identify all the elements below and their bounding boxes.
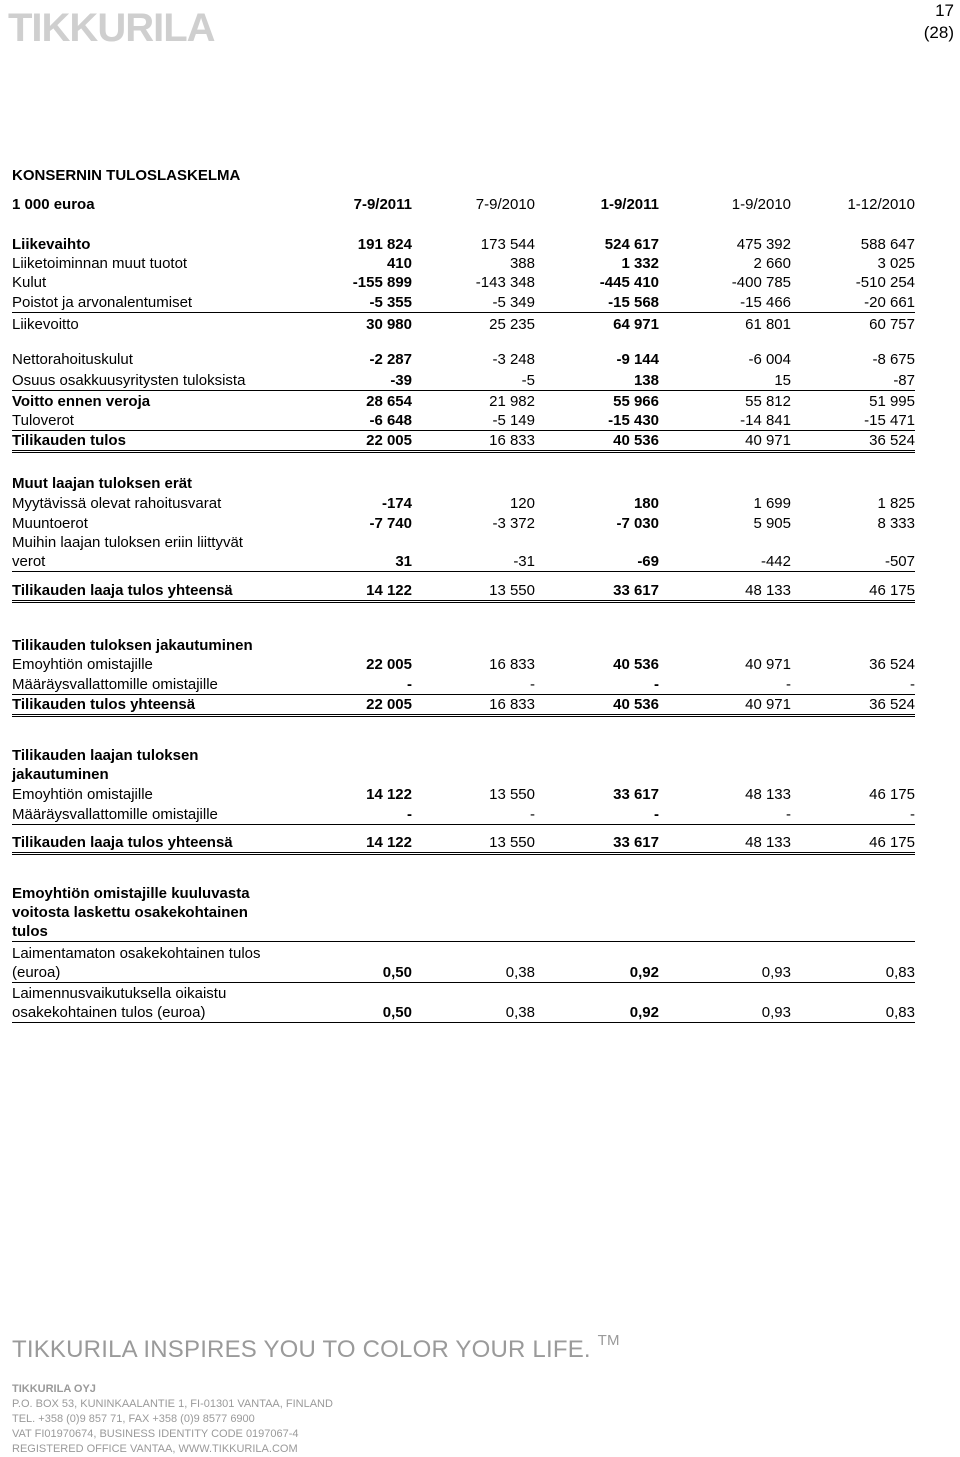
cell-col-5: 51 995 [869,393,915,410]
table-row-laimentamaton2 [12,963,915,983]
column-header-row [12,195,915,214]
row-label: Määräysvallattomille omistajille [12,676,218,693]
table-row-laaja-yht2 [12,833,915,855]
cell-col-3: 33 617 [613,834,659,851]
table-row-kulut [12,273,915,292]
row-label: Emoyhtiön omistajille [12,786,153,803]
cell-col-2: 16 833 [489,696,535,713]
row-label: Nettorahoituskulut [12,351,133,368]
row-label: Laimennusvaikutuksella oikaistu [12,985,227,1002]
cell-col-1: 28 654 [366,393,412,410]
cell-col-2: -3 248 [492,351,535,368]
table-row-maarays1 [12,675,915,695]
cell-col-3: 180 [633,495,659,512]
table-row-osuus [12,371,915,391]
cell-col-1: -2 287 [369,351,412,368]
row-label: Poistot ja arvonalentumiset [12,294,193,311]
cell-col-4: -15 466 [740,294,791,311]
cell-col-4: - [786,806,791,823]
cell-col-4: 0,93 [761,1004,791,1021]
cell-col-3: 55 966 [613,393,659,410]
cell-col-1: -174 [381,495,412,512]
trademark: TM [597,1332,620,1349]
cell-col-3: 64 971 [613,316,659,333]
cell-col-3: 40 536 [613,696,659,713]
table-row-eps-h2 [12,903,915,922]
cell-col-3: -69 [637,553,659,570]
cell-col-4: -442 [760,553,791,570]
cell-col-4: -14 841 [740,412,791,429]
row-label: Liikevaihto [12,236,91,253]
cell-col-5: -510 254 [855,274,915,291]
cell-col-4: - [786,676,791,693]
row-label: Tuloverot [12,412,74,429]
cell-col-3: 524 617 [604,236,659,253]
page-number [924,0,954,44]
cell-col-4: -6 004 [748,351,791,368]
row-label: Osuus osakkuusyritysten tuloksista [12,372,246,389]
company-name: TIKKURILA OYJ [12,1383,96,1395]
table-row-nettorahoitus [12,350,915,369]
cell-col-2: 388 [509,255,535,272]
cell-col-1: -5 355 [369,294,412,311]
tikkurila-logo: TIKKURILA [8,6,215,50]
cell-col-4: 2 660 [753,255,791,272]
table-row-muuntoerot [12,514,915,533]
cell-col-3: -15 430 [608,412,659,429]
table-row-maarays2 [12,805,915,825]
cell-col-2: 25 235 [489,316,535,333]
cell-col-3: 40 536 [613,432,659,449]
cell-col-5: 36 524 [869,656,915,673]
cell-col-2: -143 348 [475,274,535,291]
cell-col-3: 138 [633,372,659,389]
cell-col-2: 13 550 [489,834,535,851]
cell-col-1: 0,50 [382,964,412,981]
col-header-2: 7-9/2010 [475,196,535,213]
col-header-1: 7-9/2011 [353,196,412,213]
cell-col-3: - [654,676,659,693]
table-row-muut-tuotot [12,254,915,273]
cell-col-3: -7 030 [616,515,659,532]
cell-col-1: 0,50 [382,1004,412,1021]
cell-col-2: 13 550 [489,786,535,803]
table-row-laimennus2 [12,1003,915,1023]
cell-col-2: -3 372 [492,515,535,532]
cell-col-5: - [910,676,915,693]
cell-col-3: 40 536 [613,656,659,673]
cell-col-2: 21 982 [489,393,535,410]
cell-col-5: -87 [893,372,915,389]
table-row-emo2 [12,785,915,804]
row-label: Liikevoitto [12,316,79,333]
cell-col-3: 1 332 [621,255,659,272]
cell-col-4: 48 133 [745,786,791,803]
cell-col-1: 410 [386,255,412,272]
table-row-laaja-yht1 [12,581,915,603]
table-row-laimentamaton1 [12,944,915,963]
cell-col-5: 8 333 [877,515,915,532]
cell-col-2: 16 833 [489,432,535,449]
cell-col-2: 120 [509,495,535,512]
table-row-emo1 [12,655,915,674]
cell-col-3: 0,92 [629,964,659,981]
cell-col-2: - [530,676,535,693]
company-address: P.O. BOX 53, KUNINKAALANTIE 1, FI-01301 VANTAA, FINLAND [12,1398,333,1410]
cell-col-4: 0,93 [761,964,791,981]
cell-col-2: -5 149 [492,412,535,429]
cell-col-1: -39 [390,372,412,389]
table-row-poistot [12,293,915,313]
row-label: Liiketoiminnan muut tuotot [12,255,188,272]
row-label: Määräysvallattomille omistajille [12,806,218,823]
table-row-verot [12,552,915,572]
cell-col-5: -507 [884,553,915,570]
cell-col-1: -7 740 [369,515,412,532]
row-label: (euroa) [12,964,61,981]
row-label: Tilikauden tulos [12,432,126,449]
cell-col-4: 5 905 [753,515,791,532]
cell-col-5: 46 175 [869,786,915,803]
cell-col-2: - [530,806,535,823]
row-label: Muut laajan tuloksen erät [12,475,193,492]
cell-col-1: - [407,676,412,693]
row-label: Kulut [12,274,47,291]
cell-col-2: 0,38 [505,964,535,981]
table-row-myytavissa [12,494,915,513]
row-label: Tilikauden tuloksen jakautuminen [12,637,253,654]
cell-col-3: -15 568 [608,294,659,311]
table-row-liikevaihto [12,235,915,254]
cell-col-5: 46 175 [869,582,915,599]
cell-col-5: 60 757 [869,316,915,333]
cell-col-5: - [910,806,915,823]
cell-col-1: 191 824 [357,236,412,253]
cell-col-5: 588 647 [860,236,915,253]
table-row-voitto-ennen [12,392,915,411]
row-label: voitosta laskettu osakekohtainen [12,904,248,921]
table-row-laaja-jak-h2 [12,765,915,784]
cell-col-5: 0,83 [885,1004,915,1021]
cell-col-4: 48 133 [745,834,791,851]
cell-col-1: 22 005 [366,696,412,713]
col-header-5: 1-12/2010 [847,196,915,213]
cell-col-5: -15 471 [864,412,915,429]
slogan [12,1332,620,1364]
cell-col-1: 22 005 [366,432,412,449]
cell-col-2: -5 349 [492,294,535,311]
row-label: osakekohtainen tulos (euroa) [12,1004,206,1021]
cell-col-5: 1 825 [877,495,915,512]
table-row-jakautuminen-h [12,636,915,655]
cell-col-1: 31 [395,553,412,570]
cell-col-5: -8 675 [872,351,915,368]
cell-col-2: 0,38 [505,1004,535,1021]
cell-col-4: 40 971 [745,432,791,449]
cell-col-1: - [407,806,412,823]
cell-col-3: 33 617 [613,786,659,803]
col-header-3: 1-9/2011 [600,196,659,213]
cell-col-2: -31 [513,553,535,570]
table-row-liikevoitto [12,315,915,334]
row-label: verot [12,553,46,570]
row-label: Laimentamaton osakekohtainen tulos [12,945,261,962]
cell-col-5: 3 025 [877,255,915,272]
company-office: REGISTERED OFFICE VANTAA, WWW.TIKKURILA.COM [12,1443,298,1455]
table-row-eps-h3 [12,922,915,942]
cell-col-3: -445 410 [599,274,659,291]
cell-col-2: 173 544 [480,236,535,253]
cell-col-3: 0,92 [629,1004,659,1021]
cell-col-4: -400 785 [731,274,791,291]
row-label: Muuntoerot [12,515,88,532]
cell-col-3: -9 144 [616,351,659,368]
row-label: Emoyhtiön omistajille [12,656,153,673]
table-row-laaja-jak-h1 [12,746,915,765]
table-row-muut-laajan [12,474,915,493]
company-vat: VAT FI01970674, BUSINESS IDENTITY CODE 0197067-4 [12,1428,299,1440]
cell-col-2: -5 [521,372,535,389]
cell-col-4: 55 812 [745,393,791,410]
cell-col-5: 36 524 [869,696,915,713]
cell-col-2: 13 550 [489,582,535,599]
cell-col-1: 14 122 [366,582,412,599]
col-header-4: 1-9/2010 [731,196,791,213]
row-label: Tilikauden laajan tuloksen [12,747,199,764]
cell-col-1: -155 899 [352,274,412,291]
cell-col-5: -20 661 [864,294,915,311]
slogan-text: TIKKURILA INSPIRES YOU TO COLOR YOUR LIFE. [12,1336,591,1363]
row-label: Myytävissä olevat rahoitusvarat [12,495,222,512]
cell-col-4: 475 392 [736,236,791,253]
row-label: Muihin laajan tuloksen eriin liittyvät [12,534,243,551]
row-label: tulos [12,923,48,940]
cell-col-1: -6 648 [369,412,412,429]
statement-title: KONSERNIN TULOSLASKELMA [12,167,241,184]
cell-col-1: 14 122 [366,786,412,803]
cell-col-3: 33 617 [613,582,659,599]
row-label: Voitto ennen veroja [12,393,151,410]
table-row-tilikauden-tulos [12,431,915,453]
cell-col-4: 48 133 [745,582,791,599]
unit-label: 1 000 euroa [12,196,95,213]
page-current: 17 [935,1,954,20]
table-row-laimennus1 [12,984,915,1003]
cell-col-4: 40 971 [745,696,791,713]
table-row-tuloverot [12,411,915,431]
row-label: Tilikauden tulos yhteensä [12,696,196,713]
cell-col-4: 40 971 [745,656,791,673]
cell-col-4: 15 [774,372,791,389]
cell-col-2: 16 833 [489,656,535,673]
table-row-tulos-yht [12,695,915,717]
cell-col-3: - [654,806,659,823]
cell-col-1: 14 122 [366,834,412,851]
cell-col-4: 61 801 [745,316,791,333]
cell-col-5: 46 175 [869,834,915,851]
cell-col-5: 0,83 [885,964,915,981]
row-label: jakautuminen [12,766,109,783]
page-total: (28) [923,23,954,42]
table-row-muihin-line1 [12,533,915,552]
cell-col-5: 36 524 [869,432,915,449]
row-label: Tilikauden laaja tulos yhteensä [12,582,233,599]
cell-col-4: 1 699 [753,495,791,512]
row-label: Tilikauden laaja tulos yhteensä [12,834,233,851]
table-row-eps-h1 [12,884,915,903]
row-label: Emoyhtiön omistajille kuuluvasta [12,885,250,902]
company-phone: TEL. +358 (0)9 857 71, FAX +358 (0)9 8577 6900 [12,1413,255,1425]
cell-col-1: 30 980 [366,316,412,333]
cell-col-1: 22 005 [366,656,412,673]
